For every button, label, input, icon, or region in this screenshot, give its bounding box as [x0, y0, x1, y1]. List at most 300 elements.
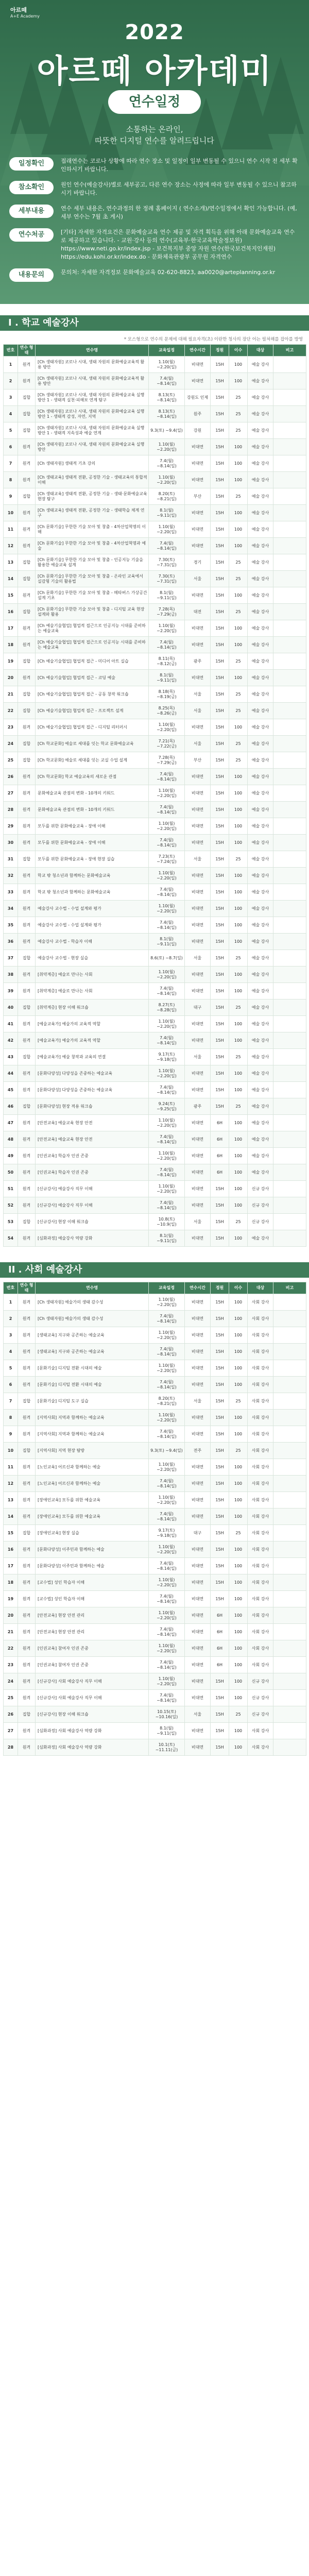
table-cell: 14: [4, 1509, 18, 1525]
table-cell: 비대면: [185, 1459, 211, 1476]
table-cell: 비대면: [185, 472, 211, 488]
table-cell: [273, 1607, 306, 1624]
table-cell: 원격: [18, 1690, 36, 1706]
table-cell: [인권교육] 참여자 인권 존중: [36, 1640, 149, 1657]
table-cell: 15H: [211, 917, 229, 934]
table-cell: 사회 강사: [248, 1657, 273, 1673]
table-cell: 25: [229, 1393, 248, 1410]
table-cell: 비대면: [185, 1230, 211, 1247]
table-cell: 18: [4, 637, 18, 653]
table-cell: 비대면: [185, 620, 211, 637]
table-cell: 비대면: [185, 802, 211, 818]
table-cell: 100: [229, 637, 248, 653]
table-cell: 예술 강사: [248, 1016, 273, 1032]
table-cell: [273, 1426, 306, 1443]
table-cell: 4: [4, 1344, 18, 1360]
info-text: 연수 세부 내용은, 연수과정의 한 정례 홈페이지 ( 연수소개)/연수일정에서 확인 가능합니다. (예, 세부 연수는 7월 초 게시): [61, 205, 297, 220]
table-cell: [생태교육] 지구와 공존하는 예술교육: [36, 1344, 149, 1360]
table-cell: 7.4(월) ~8.14(일): [149, 1377, 185, 1393]
table-cell: 7.4(월) ~8.14(일): [149, 1591, 185, 1607]
table-cell: 사회 강사: [248, 1377, 273, 1393]
table-cell: 1.10(월) ~2.20(일): [149, 1327, 185, 1344]
column-header: 이수: [229, 1282, 248, 1294]
table-cell: 10.1(토) ~11.11(금): [149, 1739, 185, 1756]
table-cell: 2: [4, 373, 18, 389]
table-cell: [장애인교육] 모두를 위한 예술교육: [36, 1492, 149, 1509]
table-cell: 100: [229, 1410, 248, 1426]
table-cell: 원격: [18, 1181, 36, 1197]
table-cell: 원격: [18, 802, 36, 818]
table-cell: 16: [4, 1541, 18, 1558]
table-cell: [Ch 학교문화] 예술로 세대를 잇는 교실 수업 설계: [36, 752, 149, 769]
table-cell: 1.10(월) ~2.20(일): [149, 1459, 185, 1476]
table-cell: [Ch 학교문화] 학교 예술교육의 새로운 관점: [36, 769, 149, 785]
table-cell: [취약계층] 예술로 만나는 사회: [36, 983, 149, 999]
table-cell: [예술교육가] 예술가의 교육적 역할: [36, 1016, 149, 1032]
table-cell: 8.1(월) ~9.11(일): [149, 587, 185, 604]
info-text: 원인 연수(예술강사)별로 세부공고, 다른 연수 장소는 사정에 따라 일부 변동될 수 있으니 참고하시기 바랍니다.: [61, 181, 297, 196]
section-school-title: I . 학교 예술강사: [0, 315, 309, 331]
table-cell: 비대면: [185, 1492, 211, 1509]
table-cell: 15H: [211, 670, 229, 686]
table-cell: 원격: [18, 1311, 36, 1327]
table-cell: 25: [229, 752, 248, 769]
table-cell: 12: [4, 538, 18, 554]
table-cell: 42: [4, 1032, 18, 1049]
table-cell: 1.10(월) ~2.20(일): [149, 1410, 185, 1426]
table-cell: 24: [4, 736, 18, 752]
table-cell: 100: [229, 1492, 248, 1509]
table-cell: [Ch 예술기술협업] 협업적 접근 - 프로젝트 설계: [36, 703, 149, 719]
table-cell: 원격: [18, 538, 36, 554]
table-cell: [Ch 생태자원] 코로나 시대, 생태 자원의 문화예술교육적 활용 방안: [36, 357, 149, 373]
table-cell: 비대면: [185, 1558, 211, 1574]
table-cell: 15H: [211, 1509, 229, 1525]
table-cell: 25: [229, 554, 248, 571]
table-cell: 15H: [211, 1739, 229, 1756]
table-cell: 25: [229, 999, 248, 1016]
table-cell: [Ch 생태자원] 코로나 시대, 생태 자원의 문화예술교육적 활용 방안: [36, 373, 149, 389]
table-cell: 사회 강사: [248, 1558, 273, 1574]
info-row: [9, 157, 300, 174]
table-body: [4, 1294, 306, 1756]
table-cell: 비대면: [185, 439, 211, 455]
table-cell: 15H: [211, 686, 229, 703]
table-cell: 6H: [211, 1131, 229, 1148]
table-row: [4, 917, 306, 934]
table-cell: 47: [4, 1115, 18, 1131]
table-row: [4, 472, 306, 488]
table-cell: 비대면: [185, 1591, 211, 1607]
table-row: [4, 670, 306, 686]
table-cell: 10.15(토) ~10.16(일): [149, 1706, 185, 1723]
table-cell: 7.30(토) ~7.31(일): [149, 571, 185, 587]
table-cell: [안전교육] 예술교육 현장 안전: [36, 1115, 149, 1131]
table-cell: 모두를 위한 문화예술교육 - 장애 이해: [36, 835, 149, 851]
table-cell: 100: [229, 538, 248, 554]
table-cell: 원격: [18, 587, 36, 604]
table-cell: 원격: [18, 521, 36, 538]
table-cell: 22: [4, 1640, 18, 1657]
table-cell: 15H: [211, 1525, 229, 1541]
table-cell: [신규강사] 사회 예술강사 직무 이해: [36, 1673, 149, 1690]
table-cell: 집합: [18, 851, 36, 868]
column-header: 연수시간: [185, 1282, 211, 1294]
table-cell: 부산: [185, 488, 211, 505]
table-row: [4, 422, 306, 439]
table-cell: 46: [4, 1098, 18, 1115]
table-cell: 7.4(월) ~8.14(일): [149, 373, 185, 389]
table-cell: [273, 1410, 306, 1426]
table-cell: [273, 769, 306, 785]
table-row: [4, 967, 306, 983]
table-cell: 7.4(월) ~8.14(일): [149, 917, 185, 934]
table-cell: [교수법] 성인 학습자 이해: [36, 1591, 149, 1607]
table-cell: [273, 1509, 306, 1525]
table-row: [4, 1327, 306, 1344]
table-cell: [노인교육] 어르신과 함께하는 예술: [36, 1459, 149, 1476]
table-cell: 비대면: [185, 769, 211, 785]
table-cell: 원격: [18, 868, 36, 884]
table-cell: 14: [4, 571, 18, 587]
table-cell: 원격: [18, 1016, 36, 1032]
table-cell: 7.4(월) ~8.14(일): [149, 1311, 185, 1327]
table-cell: 예술 강사: [248, 1164, 273, 1181]
table-cell: 서울: [185, 950, 211, 967]
page-title: 아르떼 아카데미: [37, 52, 272, 90]
table-cell: 집합: [18, 1706, 36, 1723]
table-row: [4, 1706, 306, 1723]
table-cell: 예술 강사: [248, 538, 273, 554]
table-cell: [Ch 생태교육] 생태적 전환, 공정한 기술 - 생태·문화예술교육 현장 탐구: [36, 488, 149, 505]
table-cell: 원격: [18, 1164, 36, 1181]
column-header: 비고: [273, 1282, 306, 1294]
info-row: [9, 205, 300, 221]
table-cell: 예술 강사: [248, 587, 273, 604]
table-cell: 100: [229, 769, 248, 785]
column-header: 교육일정: [149, 1282, 185, 1294]
table-cell: [Ch 문화기술] 무한한 기술 모아 및 창출 - 메타버스 가상공간 설계 기초: [36, 587, 149, 604]
table-cell: [장애인교육] 모두를 위한 예술교육: [36, 1509, 149, 1525]
table-cell: 100: [229, 1311, 248, 1327]
academy-logo: [10, 7, 40, 20]
table-cell: 비대면: [185, 521, 211, 538]
table-cell: 36: [4, 934, 18, 950]
table-cell: 100: [229, 802, 248, 818]
table-row: [4, 785, 306, 802]
table-cell: 7.4(월) ~8.14(일): [149, 1164, 185, 1181]
table-cell: 15H: [211, 472, 229, 488]
table-cell: [예술교육가] 예술가의 교육적 역할: [36, 1032, 149, 1049]
table-cell: 원격: [18, 1131, 36, 1148]
table-cell: 예술 강사: [248, 604, 273, 620]
table-cell: 비대면: [185, 538, 211, 554]
table-cell: 원격: [18, 1344, 36, 1360]
table-cell: [273, 1393, 306, 1410]
table-cell: 원격: [18, 472, 36, 488]
table-cell: 25: [229, 1525, 248, 1541]
table-cell: [273, 686, 306, 703]
table-cell: 15H: [211, 1591, 229, 1607]
table-cell: 사회 강사: [248, 1525, 273, 1541]
table-cell: 7.4(월) ~8.14(일): [149, 1197, 185, 1214]
table-cell: 1: [4, 357, 18, 373]
table-cell: 100: [229, 357, 248, 373]
table-cell: [신규강사] 현장 이해 워크숍: [36, 1214, 149, 1230]
table-cell: [273, 1476, 306, 1492]
table-cell: 집합: [18, 999, 36, 1016]
table-cell: 사회 강사: [248, 1509, 273, 1525]
table-cell: 34: [4, 901, 18, 917]
table-cell: 16: [4, 604, 18, 620]
table-cell: 예술 강사: [248, 835, 273, 851]
table-cell: 100: [229, 901, 248, 917]
table-cell: 비대면: [185, 1541, 211, 1558]
table-cell: 원격: [18, 818, 36, 835]
table-cell: 광주: [185, 1098, 211, 1115]
table-cell: [신규강사] 예술강사 직무 이해: [36, 1181, 149, 1197]
table-cell: [273, 389, 306, 406]
info-text: [기타] 자세한 자격요건은 문화예술교육 연수 제공 및 자격 획득을 위해 아래 문화예술교육 연수로 제공하고 있습니다. - 교원·강사 등의 연수(교육부·한국교육학술정보원) https://www.neti.go.kr/index.jsp - 보건복지부 중앙 자원 연수(한국보건복지인재원) https://edu.kohi.or.kr/index.do - 문화체육관광부 공무원 자격연수: [61, 229, 295, 260]
column-header: 연수 형태: [18, 345, 36, 357]
table-row: [4, 1164, 306, 1181]
table-cell: 100: [229, 670, 248, 686]
table-cell: 비대면: [185, 983, 211, 999]
table-cell: [문화다양성] 현장 적용 워크숍: [36, 1098, 149, 1115]
table-cell: 100: [229, 1377, 248, 1393]
footer-space: [0, 1756, 309, 1771]
table-cell: 집합: [18, 554, 36, 571]
table-cell: 전주: [185, 1443, 211, 1459]
table-cell: [273, 802, 306, 818]
table-cell: 25: [229, 1214, 248, 1230]
table-cell: 8.1(월) ~9.11(일): [149, 670, 185, 686]
table-cell: 모두를 위한 문화예술교육 - 장애 이해: [36, 818, 149, 835]
table-cell: 25: [229, 1443, 248, 1459]
table-cell: 서울: [185, 1706, 211, 1723]
table-cell: 13: [4, 554, 18, 571]
table-cell: 18: [4, 1574, 18, 1591]
table-row: [4, 752, 306, 769]
table-cell: [273, 620, 306, 637]
table-row: [4, 999, 306, 1016]
table-cell: 15H: [211, 505, 229, 521]
table-cell: 예술 강사: [248, 389, 273, 406]
table-row: [4, 604, 306, 620]
table-cell: 12: [4, 1476, 18, 1492]
table-row: [4, 1032, 306, 1049]
table-cell: 원격: [18, 835, 36, 851]
table-cell: 예술 강사: [248, 422, 273, 439]
table-cell: 원격: [18, 967, 36, 983]
table-cell: 원격: [18, 1607, 36, 1624]
table-row: [4, 620, 306, 637]
table-cell: 7.4(월) ~8.14(일): [149, 538, 185, 554]
table-cell: [273, 1360, 306, 1377]
table-cell: 100: [229, 1723, 248, 1739]
table-cell: 8: [4, 1410, 18, 1426]
table-cell: 1.10(월) ~2.20(일): [149, 1541, 185, 1558]
table-cell: [273, 1492, 306, 1509]
column-header: 연수명: [36, 345, 149, 357]
table-cell: 7.4(월) ~8.14(일): [149, 637, 185, 653]
table-cell: [문화기술] 디지털 전환 시대의 예술: [36, 1360, 149, 1377]
hero-banner: [0, 0, 309, 304]
table-cell: 100: [229, 1016, 248, 1032]
logo-subtext: A+E Academy: [10, 14, 40, 19]
table-cell: 9.3(토) ~9.4(일): [149, 422, 185, 439]
table-cell: 23: [4, 1657, 18, 1673]
table-cell: 비대면: [185, 1148, 211, 1164]
table-cell: 100: [229, 1230, 248, 1247]
column-header: 비고: [273, 345, 306, 357]
table-cell: 100: [229, 620, 248, 637]
table-cell: 사회 강사: [248, 1492, 273, 1509]
table-cell: [273, 1591, 306, 1607]
table-cell: 32: [4, 868, 18, 884]
table-cell: 15H: [211, 719, 229, 736]
table-cell: 1.10(월) ~2.20(일): [149, 1181, 185, 1197]
table-cell: [273, 1640, 306, 1657]
table-cell: 15H: [211, 934, 229, 950]
table-cell: [Ch 문화기술] 무한한 기술 모아 및 창출 - 온라인 교육에서 실감형 기술의 활용법: [36, 571, 149, 587]
table-cell: 25: [229, 422, 248, 439]
table-cell: 원격: [18, 1197, 36, 1214]
table-cell: 비대면: [185, 1739, 211, 1756]
table-cell: 25: [229, 389, 248, 406]
table-cell: 8.25(목) ~8.26(금): [149, 703, 185, 719]
table-cell: 예술 강사: [248, 950, 273, 967]
table-cell: 7.4(월) ~8.14(일): [149, 1082, 185, 1098]
table-cell: 1.10(월) ~2.20(일): [149, 967, 185, 983]
table-row: [4, 851, 306, 868]
table-cell: 집합: [18, 686, 36, 703]
table-cell: 2: [4, 1311, 18, 1327]
table-cell: [273, 521, 306, 538]
table-cell: 15H: [211, 1327, 229, 1344]
table-cell: 원격: [18, 505, 36, 521]
table-cell: 원격: [18, 901, 36, 917]
table-cell: [Ch 예술기술협업] 협업적 접근 - 코딩 예술: [36, 670, 149, 686]
table-cell: 예술 강사: [248, 884, 273, 901]
table-cell: 원격: [18, 1082, 36, 1098]
table-cell: 15H: [211, 703, 229, 719]
table-cell: 예술 강사: [248, 472, 273, 488]
table-row: [4, 373, 306, 389]
table-cell: [문화다양성] 이주민과 함께하는 예술: [36, 1558, 149, 1574]
table-cell: 비대면: [185, 835, 211, 851]
table-row: [4, 1739, 306, 1756]
table-cell: [Ch 생태자원] 코로나 시대, 생태 자원의 문화예술교육 실행 방안 1 - 생태적 실천·피해보 연계 탐구: [36, 389, 149, 406]
table-cell: 100: [229, 1574, 248, 1591]
table-cell: 100: [229, 1065, 248, 1082]
table-cell: 17: [4, 1558, 18, 1574]
table-cell: 비대면: [185, 884, 211, 901]
table-cell: 15H: [211, 406, 229, 422]
table-cell: 원주: [185, 406, 211, 422]
table-row: [4, 1197, 306, 1214]
table-cell: 28: [4, 1739, 18, 1756]
table-cell: [273, 1574, 306, 1591]
table-cell: 15H: [211, 736, 229, 752]
table-cell: 15H: [211, 1197, 229, 1214]
table-cell: 15H: [211, 373, 229, 389]
table-cell: [273, 719, 306, 736]
table-cell: 50: [4, 1164, 18, 1181]
table-cell: 8.6(토) ~8.7(일): [149, 950, 185, 967]
table-cell: 비대면: [185, 637, 211, 653]
table-cell: [273, 1344, 306, 1360]
table-cell: 9.24(토) ~9.25(일): [149, 1098, 185, 1115]
table-cell: 49: [4, 1148, 18, 1164]
table-cell: 원격: [18, 1509, 36, 1525]
table-cell: 사회 강사: [248, 1360, 273, 1377]
table-cell: 예술 강사: [248, 686, 273, 703]
table-cell: [273, 373, 306, 389]
info-label: 참소확인: [9, 181, 54, 194]
table-cell: [문화다양성] 다양성을 존중하는 예술교육: [36, 1065, 149, 1082]
table-cell: 25: [229, 571, 248, 587]
table-cell: 15H: [211, 1181, 229, 1197]
table-cell: 문화예술교육 관점의 변화 - 10개의 키워드: [36, 802, 149, 818]
table-cell: 100: [229, 1131, 248, 1148]
table-cell: 3: [4, 389, 18, 406]
table-cell: 비대면: [185, 1016, 211, 1032]
table-cell: 5: [4, 1360, 18, 1377]
table-cell: 원격: [18, 1377, 36, 1393]
table-cell: 비대면: [185, 934, 211, 950]
table-cell: 예술 강사: [248, 505, 273, 521]
table-cell: 사회 강사: [248, 1459, 273, 1476]
table-cell: 예술 강사: [248, 488, 273, 505]
table-cell: 집합: [18, 1214, 36, 1230]
table-cell: 예술 강사: [248, 1148, 273, 1164]
table-cell: [273, 653, 306, 670]
table-cell: [273, 439, 306, 455]
table-cell: [273, 1082, 306, 1098]
table-cell: 100: [229, 884, 248, 901]
table-cell: 8.13(토) ~8.14(일): [149, 406, 185, 422]
table-cell: 비대면: [185, 1327, 211, 1344]
table-cell: [Ch 생태자원] 코로나 시대, 생태 자원의 문화예술교육 실행 방안 1 - 생태적 감성, 자연, 지역: [36, 406, 149, 422]
table-cell: 100: [229, 1690, 248, 1706]
table-cell: 25: [229, 488, 248, 505]
table-cell: [273, 1016, 306, 1032]
table-cell: 7.4(월) ~8.14(일): [149, 1426, 185, 1443]
table-cell: 원격: [18, 1426, 36, 1443]
table-cell: 8.18(목) ~8.19(금): [149, 686, 185, 703]
table-cell: 7.30(토) ~7.31(일): [149, 554, 185, 571]
table-cell: 집합: [18, 389, 36, 406]
table-cell: [273, 1032, 306, 1049]
table-cell: 100: [229, 521, 248, 538]
table-row: [4, 571, 306, 587]
table-cell: 예술 강사: [248, 967, 273, 983]
table-cell: 9.17(토) ~9.18(일): [149, 1525, 185, 1541]
table-cell: 8.13(토) ~8.14(일): [149, 389, 185, 406]
table-cell: 15H: [211, 1294, 229, 1311]
year-heading: 2022: [125, 21, 184, 44]
table-cell: 집합: [18, 604, 36, 620]
table-cell: 예술 강사: [248, 1115, 273, 1131]
table-cell: 1.10(월) ~2.20(일): [149, 785, 185, 802]
table-cell: [273, 1723, 306, 1739]
table-cell: 비대면: [185, 455, 211, 472]
table-cell: [Ch 생태교육] 생태적 전환, 공정한 기술 - 생태교육의 통합적 이해: [36, 472, 149, 488]
table-cell: [273, 455, 306, 472]
table-cell: 15H: [211, 653, 229, 670]
table-cell: 원격: [18, 1673, 36, 1690]
